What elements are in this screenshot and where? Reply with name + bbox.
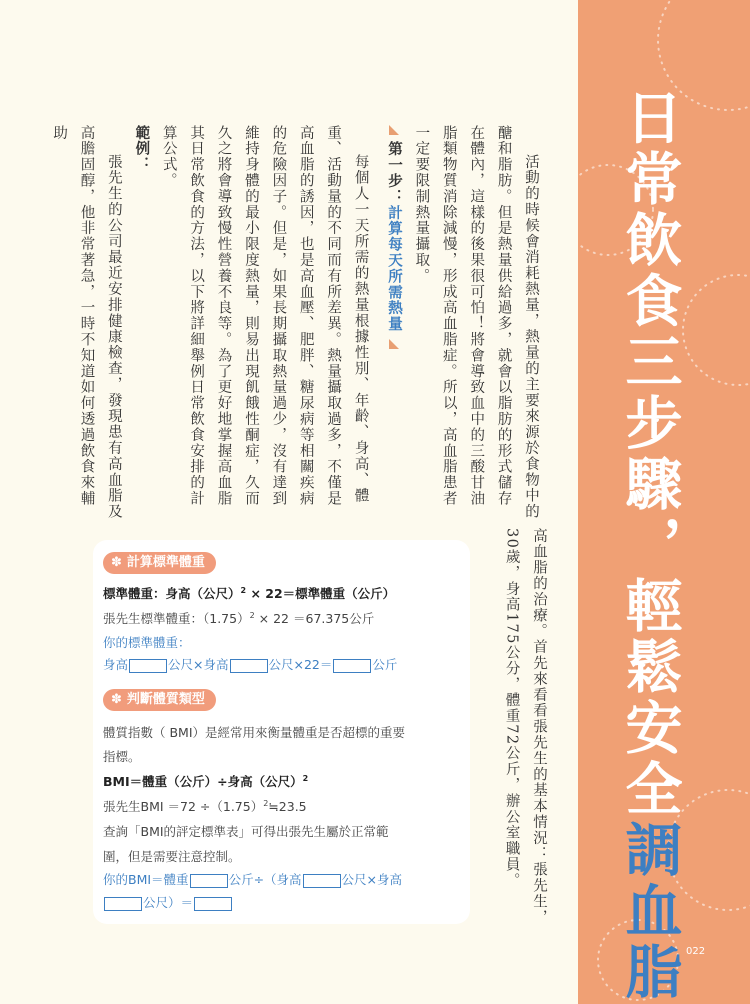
- triangle-marker-icon: [389, 339, 399, 349]
- fill-text: 公斤: [372, 657, 398, 672]
- fill-text: 公尺）＝: [143, 895, 194, 910]
- asterisk-flower-icon: ✽: [111, 555, 122, 570]
- formula-text: BMI＝體重（公斤）÷身高（公尺）: [103, 774, 303, 789]
- example-text: 張先生BMI ＝72 ÷（1.75）: [103, 799, 264, 814]
- formula-exponent: 2: [240, 585, 247, 595]
- weight-blank[interactable]: [333, 659, 371, 673]
- height-blank-2[interactable]: [104, 897, 142, 911]
- formula-exponent: 2: [302, 773, 309, 783]
- example-label: 範例：: [133, 125, 150, 173]
- page-number: 022: [686, 946, 706, 957]
- bmi-formula: [103, 772, 308, 790]
- bmi-description-2: 指標。: [103, 749, 141, 764]
- page-title: [616, 88, 682, 1003]
- bmi-lookup-1: 查詢「BMI的評定標準表」可得出張先生屬於正常範: [103, 824, 389, 839]
- fill-text: 你的BMI＝體重: [103, 872, 189, 887]
- bmi-result-blank[interactable]: [194, 897, 232, 911]
- height-blank-2[interactable]: [230, 659, 268, 673]
- formula-text: 標準體重：身高（公尺）: [103, 586, 241, 601]
- bmi-lookup-2: 圍，但是需要注意控制。: [103, 849, 241, 864]
- section-heading-standard-weight: [103, 552, 216, 574]
- height-blank-1[interactable]: [129, 659, 167, 673]
- fill-text: 公斤÷（身高: [228, 872, 302, 887]
- standard-weight-formula: [103, 584, 395, 602]
- continuation-text: [484, 528, 552, 928]
- section-heading-body-type: [103, 689, 216, 711]
- step-one-label: 第一步：: [385, 141, 402, 206]
- example-exponent: 2: [249, 610, 255, 620]
- example-exponent: 2: [263, 798, 269, 808]
- intro-paragraph: 活動的時候會消耗熱量，熱量的主要來源於食物中的醣和脂肪。但是熱量供給過多，就會以脂肪的形式儲存在體內，這樣的後果很可怕！將會導致血中的三酸甘油脂類物質消除減慢，形成高血脂症。所以，高血脂患者一定要限制熱量攝取。: [413, 125, 539, 520]
- weight-blank[interactable]: [190, 874, 228, 888]
- section-heading-text: 計算標準體重: [126, 555, 205, 570]
- example-text: × 22 ＝67.375公斤: [254, 611, 375, 626]
- step-one-heading: [380, 125, 407, 520]
- triangle-marker-icon: [389, 125, 399, 135]
- your-bmi-line-2: [103, 893, 233, 911]
- bmi-example: [103, 797, 307, 815]
- step-one-text: 計算每天所需熱量: [385, 205, 402, 333]
- page-title-highlight: 調血脂: [616, 820, 682, 1003]
- your-standard-weight-line: [103, 655, 397, 673]
- bmi-description-1: 體質指數（ BMI）是經常用來衡量體重是否超標的重要: [103, 725, 406, 740]
- continuation-paragraph: 高血脂的治療。首先來看看張先生的基本情況：張先生，30歲，身高175公分，體重72公斤，辦公室職員。: [503, 528, 547, 926]
- fill-text: 公尺×22＝: [268, 657, 333, 672]
- example-paragraph: 張先生的公司最近安排健康檢查，發現患有高血脂及高膽固醇，他非常著急，一時不知道如何透過飲食來輔助: [51, 125, 122, 520]
- fill-text: 公尺×身高: [168, 657, 229, 672]
- standard-weight-example: [103, 609, 374, 627]
- your-bmi-line-1: [103, 870, 402, 888]
- example-text: 張先生標準體重：（1.75）: [103, 611, 250, 626]
- page-title-main: 日常飲食三步驟，輕鬆安全: [616, 88, 682, 820]
- height-blank-1[interactable]: [303, 874, 341, 888]
- your-standard-weight-label: 你的標準體重：: [103, 635, 191, 650]
- fill-text: 公尺×身高: [341, 872, 403, 887]
- step-one-paragraph: 每個人一天所需的熱量根據性別、年齡、身高、體重、活動量的不同而有所差異。熱量攝取過多，不僅是高血脂的誘因，也是高血壓、肥胖、糖尿病等相關疾病的危險因子。但是，如果長期攝取熱量過少，沒有達到維持身體的最小限度熱量，則易出現飢餓性酮症，久而久之將會導致慢性營養不良等。為了更好地掌握高血脂其日常飲食的方法，以下將詳細舉例日常飲食安排的計算公式。: [160, 125, 369, 507]
- section-heading-text: 判斷體質類型: [126, 692, 205, 707]
- example-text: ≒23.5: [268, 799, 307, 814]
- upper-text-block: [51, 125, 544, 520]
- asterisk-flower-icon: ✽: [111, 692, 122, 707]
- formula-text: × 22＝標準體重（公斤）: [246, 586, 396, 601]
- fill-text: 身高: [103, 657, 129, 672]
